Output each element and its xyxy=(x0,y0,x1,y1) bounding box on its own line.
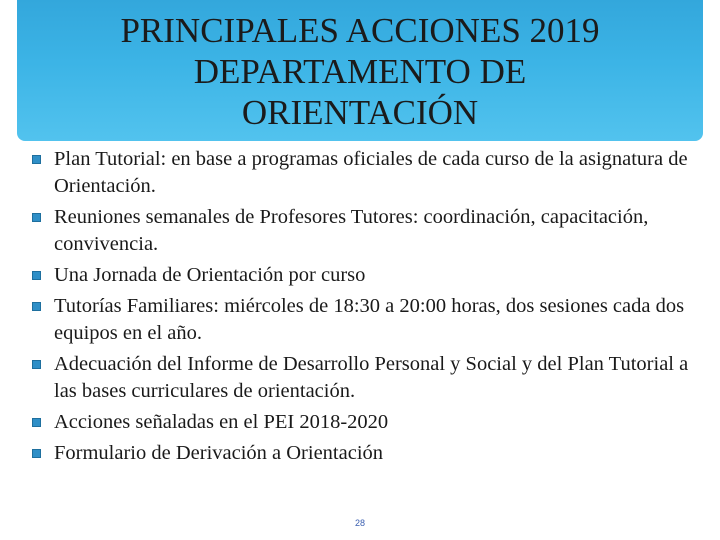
title-line-1: PRINCIPALES ACCIONES 2019 xyxy=(120,11,600,50)
title-line-2: DEPARTAMENTO DE xyxy=(193,52,527,91)
square-bullet-icon xyxy=(32,155,41,164)
list-item xyxy=(32,440,704,467)
slide-title xyxy=(17,10,703,133)
square-bullet-icon xyxy=(32,302,41,311)
list-item-text: Acciones señaladas en el PEI 2018-2020 xyxy=(54,411,389,433)
list-item xyxy=(32,146,704,200)
list-item xyxy=(32,293,704,347)
list-item-text: Una Jornada de Orientación por curso xyxy=(54,264,366,286)
list-item-text: Reuniones semanales de Profesores Tutores: coordinación, capacitación, convivencia. xyxy=(54,206,649,255)
list-item-text: Formulario de Derivación a Orientación xyxy=(54,442,384,464)
square-bullet-icon xyxy=(32,418,41,427)
list-item-text: Plan Tutorial: en base a programas oficiales de cada curso de la asignatura de Orientación. xyxy=(54,148,688,197)
bullet-list xyxy=(32,146,704,471)
list-item xyxy=(32,351,704,405)
square-bullet-icon xyxy=(32,449,41,458)
list-item-text: Adecuación del Informe de Desarrollo Personal y Social y del Plan Tutorial a las bases curriculares de orientación. xyxy=(54,353,689,402)
page-number: 28 xyxy=(354,518,365,528)
square-bullet-icon xyxy=(32,360,41,369)
title-line-3: ORIENTACIÓN xyxy=(241,93,479,132)
list-item xyxy=(32,204,704,258)
square-bullet-icon xyxy=(32,271,41,280)
square-bullet-icon xyxy=(32,213,41,222)
list-item xyxy=(32,409,704,436)
list-item xyxy=(32,262,704,289)
list-item-text: Tutorías Familiares: miércoles de 18:30 a 20:00 horas, dos sesiones cada dos equipos en el año. xyxy=(54,295,685,344)
